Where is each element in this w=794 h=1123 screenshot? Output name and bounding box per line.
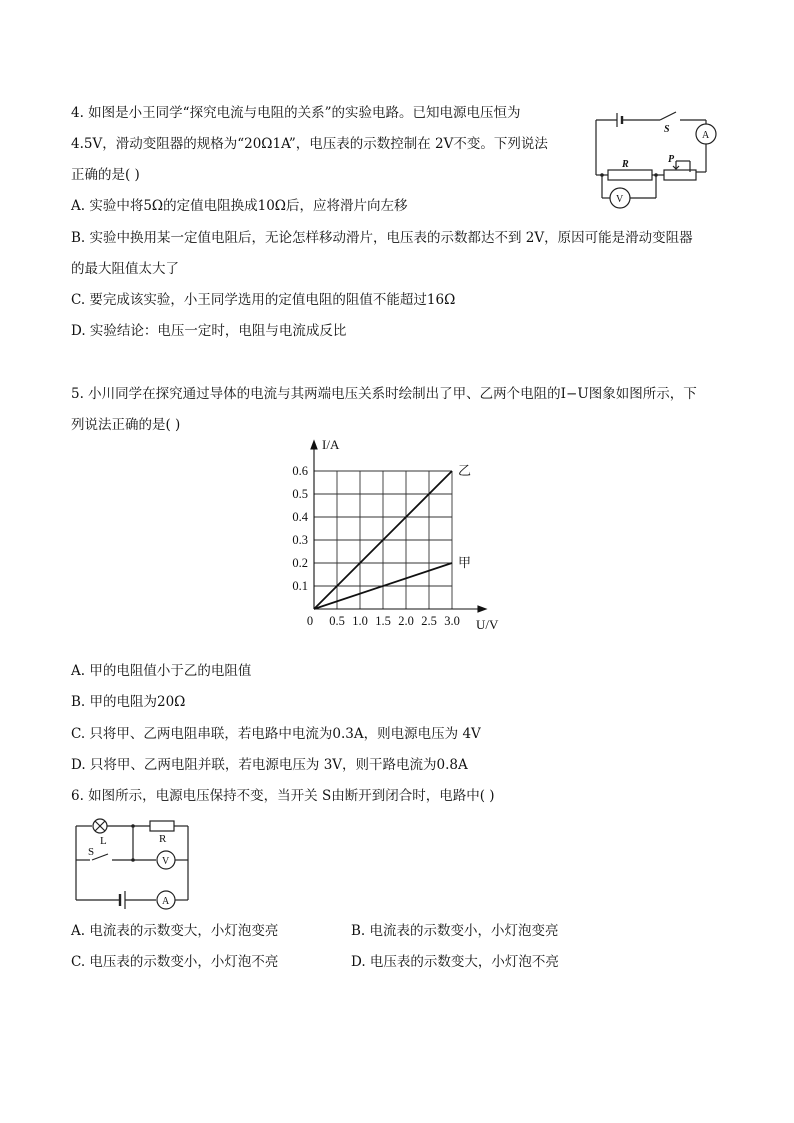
ammeter-label: A: [702, 130, 710, 141]
ammeter-label: A: [162, 896, 170, 907]
q6-circuit-diagram: [70, 814, 200, 910]
q5-stem-line-2: 列说法正确的是( ): [71, 417, 181, 433]
slider-label: P: [668, 154, 675, 165]
q4-stem-line-3: 正确的是( ): [71, 167, 140, 183]
x-tick-label: 3.0: [444, 614, 460, 628]
origin-label: 0: [306, 614, 314, 628]
q6-option-d: D. 电压表的示数变大，小灯泡不亮: [351, 954, 559, 970]
resistor-label: R: [159, 833, 167, 845]
resistor-r: [150, 821, 174, 831]
voltmeter-label: V: [162, 856, 170, 867]
x-tick-label: 1.0: [352, 614, 368, 628]
x-tick-label: 0.5: [329, 614, 345, 628]
y-tick-label: 0.5: [292, 487, 308, 501]
q4-option-b-line-2: 的最大阻值太大了: [71, 261, 179, 277]
y-tick-label: 0.6: [292, 464, 308, 478]
q6-option-b: B. 电流表的示数变小，小灯泡变亮: [351, 923, 559, 939]
q4-circuit-diagram: [588, 108, 728, 212]
switch-label: S: [88, 846, 95, 858]
resistor-r: [608, 170, 652, 180]
q4-stem-line-1: 4. 如图是小王同学“探究电流与电阻的关系”的实验电路。已知电源电压恒为: [71, 105, 521, 121]
x-tick-label: 1.5: [375, 614, 391, 628]
q4-option-a: A. 实验中将5Ω的定值电阻换成10Ω后，应将滑片向左移: [71, 198, 408, 214]
switch-blade: [92, 854, 108, 860]
resistor-label: R: [622, 159, 629, 170]
q4-stem-line-2: 4.5V，滑动变阻器的规格为“20Ω1A”，电压表的示数控制在 2V不变。下列说法: [71, 136, 548, 152]
series-label-0: 乙: [458, 463, 472, 478]
q5-option-b: B. 甲的电阻为20Ω: [71, 694, 186, 710]
q6-option-a: A. 电流表的示数变大，小灯泡变亮: [71, 923, 279, 939]
y-tick-label: 0.2: [292, 556, 308, 570]
q5-option-a: A. 甲的电阻值小于乙的电阻值: [71, 663, 252, 679]
q5-option-c: C. 只将甲、乙两电阻串联，若电路中电流为0.3A，则电源电压为 4V: [71, 726, 481, 742]
q5-stem-line-1: 5. 小川同学在探究通过导体的电流与其两端电压关系时绘制出了甲、乙两个电阻的I−U图象如图所示，下: [71, 386, 697, 402]
x-tick-label: 2.5: [421, 614, 437, 628]
rheostat: [664, 170, 696, 180]
x-axis-arrow: [478, 606, 486, 612]
lamp-label: L: [100, 835, 107, 847]
q4-option-d: D. 实验结论：电压一定时，电阻与电流成反比: [71, 323, 347, 339]
q5-option-d: D. 只将甲、乙两电阻并联，若电源电压为 3V，则干路电流为0.8A: [71, 757, 468, 773]
x-tick-label: 2.0: [398, 614, 414, 628]
iu-chart: [280, 436, 520, 636]
series-label-1: 甲: [458, 555, 472, 570]
switch-blade: [660, 112, 676, 120]
switch-label: S: [664, 124, 670, 135]
q6-option-c: C. 电压表的示数变小，小灯泡不亮: [71, 954, 279, 970]
voltmeter-label: V: [616, 194, 624, 205]
q4-option-b-line-1: B. 实验中换用某一定值电阻后，无论怎样移动滑片，电压表的示数都达不到 2V，原因可能是滑动变阻器: [71, 230, 693, 246]
x-axis-label: U/V: [476, 617, 499, 632]
y-tick-label: 0.3: [292, 533, 308, 547]
q6-stem: 6. 如图所示，电源电压保持不变，当开关 S由断开到闭合时，电路中( ): [71, 788, 495, 804]
q4-option-c: C. 要完成该实验，小王同学选用的定值电阻的阻值不能超过16Ω: [71, 292, 456, 308]
y-axis-arrow: [311, 441, 317, 449]
y-axis-label: I/A: [322, 437, 340, 452]
y-tick-label: 0.1: [292, 579, 308, 593]
y-tick-label: 0.4: [292, 510, 308, 524]
